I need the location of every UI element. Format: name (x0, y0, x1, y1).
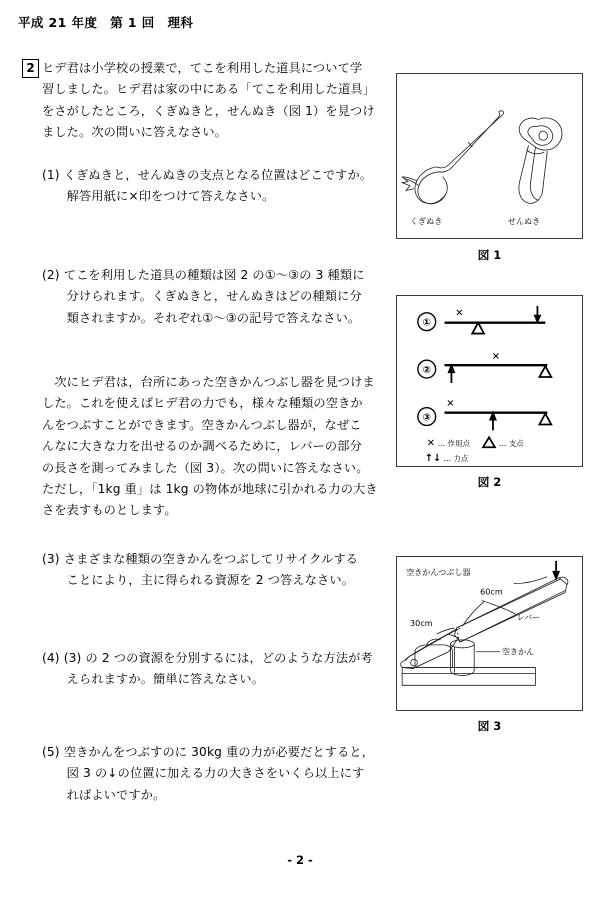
lever-1-marker: ① (422, 317, 431, 329)
page-title: 平成 21 年度 第 1 回 理科 (18, 15, 194, 30)
sub2-line-3: 類されますか。それぞれ①～③の記号で答えなさい。 (42, 310, 361, 325)
dim60-leader-line (462, 601, 484, 626)
sub3-line-2: ことにより，主に得られる資源を 2 つ答えなさい。 (42, 573, 355, 588)
sub-question-1 (42, 165, 394, 208)
figure-3-illustration (397, 557, 582, 710)
figure-3-frame (396, 556, 583, 711)
crusher-lever (454, 577, 567, 642)
nail-puller-label: くぎぬき (409, 216, 443, 227)
page-number: - 2 - (287, 853, 313, 867)
crusher-label: 空きかんつぶし器 (406, 566, 471, 577)
dimension-60cm-label: 60cm (480, 586, 503, 597)
figure-1-caption: 図 1 (477, 248, 502, 262)
legend-action-label: … 作用点 (437, 439, 471, 449)
sub-question-4 (42, 648, 394, 691)
figure-2-legend (425, 437, 525, 464)
sub5-line-1: (5) 空きかんをつぶすのに 30kg 重の力が必要だとすると， (42, 745, 375, 759)
action-point-marker-2: ✕ (491, 351, 501, 363)
sub5-line-3: ればよいですか。 (42, 787, 166, 802)
middle-line-7: さを表すものとします。 (42, 503, 177, 518)
dim30-tick (437, 628, 455, 634)
sub2-line-1: (2) てこを利用した道具の種類は図 2 の①～③の 3 種類に (42, 268, 365, 282)
question-number-badge: 2 (22, 59, 39, 78)
figure-2-illustration (397, 296, 582, 466)
intro-line-3: をさがしたところ，くぎぬきと，せんぬき（図 1）を見つけ (42, 103, 375, 118)
lever-label: レバー (516, 612, 541, 623)
action-point-marker-3: ✕ (446, 398, 455, 410)
middle-line-3: んをつぶすことができます。空きかんつぶし器が，なぜこ (42, 417, 362, 432)
crusher-pivot (456, 629, 460, 644)
intro-line-4: ました。次の問いに答えなさい。 (42, 125, 228, 140)
sub2-line-2: 分けられます。くぎぬきと，せんぬきはどの種類に分 (42, 289, 362, 304)
empty-can-label: 空きかん (501, 646, 535, 657)
nail-puller-drawing (402, 111, 503, 204)
lever-2-marker: ② (422, 365, 431, 377)
sub4-line-1: (4) (3) の 2 つの資源を分別するには，どのような方法が考 (42, 651, 373, 665)
legend-fulcrum-label: … 支点 (498, 439, 524, 449)
figure-1-illustration (397, 74, 582, 238)
figure-2-caption: 図 2 (477, 475, 502, 489)
sub1-line-1: (1) くぎぬきと，せんぬきの支点となる位置はどこですか。 (42, 168, 373, 182)
sub3-line-1: (3) さまざまな種類の空きかんをつぶしてリサイクルする (42, 552, 359, 566)
legend-action-symbol: ✕ (426, 438, 436, 450)
lever-type-3 (418, 399, 551, 431)
legend-effort-symbol: ↑↓ (424, 453, 442, 465)
middle-paragraph-text (42, 372, 394, 522)
action-point-marker-1: ✕ (455, 307, 464, 319)
middle-line-1: 次にヒデ君は，台所にあった空きかんつぶし器を見つけま (42, 375, 375, 389)
bottle-opener-drawing (519, 118, 562, 203)
middle-line-2: した。これを使えばヒデ君の力でも，様々な種類の空きか (42, 396, 363, 411)
sub1-line-2: 解答用紙に×印をつけて答えなさい。 (42, 189, 275, 204)
crusher-lower-arm (401, 628, 461, 668)
dimension-30cm-label: 30cm (410, 618, 433, 629)
lever-3-marker: ③ (422, 412, 431, 424)
figure-1-frame (396, 73, 583, 239)
intro-line-1: ヒデ君は小学校の授業で，てこを利用した道具について学 (42, 61, 363, 75)
crusher-leader-line (514, 577, 548, 584)
sub4-line-2: えられますか。簡単に答えなさい。 (42, 672, 265, 687)
question-intro-text (42, 58, 392, 144)
sub-question-5 (42, 742, 394, 806)
legend-effort-label: … 力点 (443, 454, 469, 464)
sub-question-2 (42, 265, 394, 329)
middle-line-6: ただし，「1kg 重」は 1kg の物体が地球に引かれる力の大き (42, 482, 378, 497)
intro-line-2: 習しました。ヒデ君は家の中にある「てこを利用した道具」 (42, 82, 376, 97)
lever-type-1 (418, 306, 546, 334)
empty-can (451, 640, 475, 676)
figure-2-frame (396, 295, 583, 467)
figure-3-caption: 図 3 (477, 719, 502, 733)
bottle-opener-label: せんぬき (507, 216, 541, 227)
middle-line-5: の長さを測ってみました（図 3）。次の問いに答えなさい。 (42, 460, 369, 475)
sub5-line-2: 図 3 の↓の位置に加える力の大きさをいくら以上にす (42, 766, 365, 781)
middle-line-4: んなに大きな力を出せるのか調べるために，レバーの部分 (42, 439, 362, 454)
lever-type-2 (418, 351, 551, 383)
sub-question-3 (42, 549, 394, 592)
